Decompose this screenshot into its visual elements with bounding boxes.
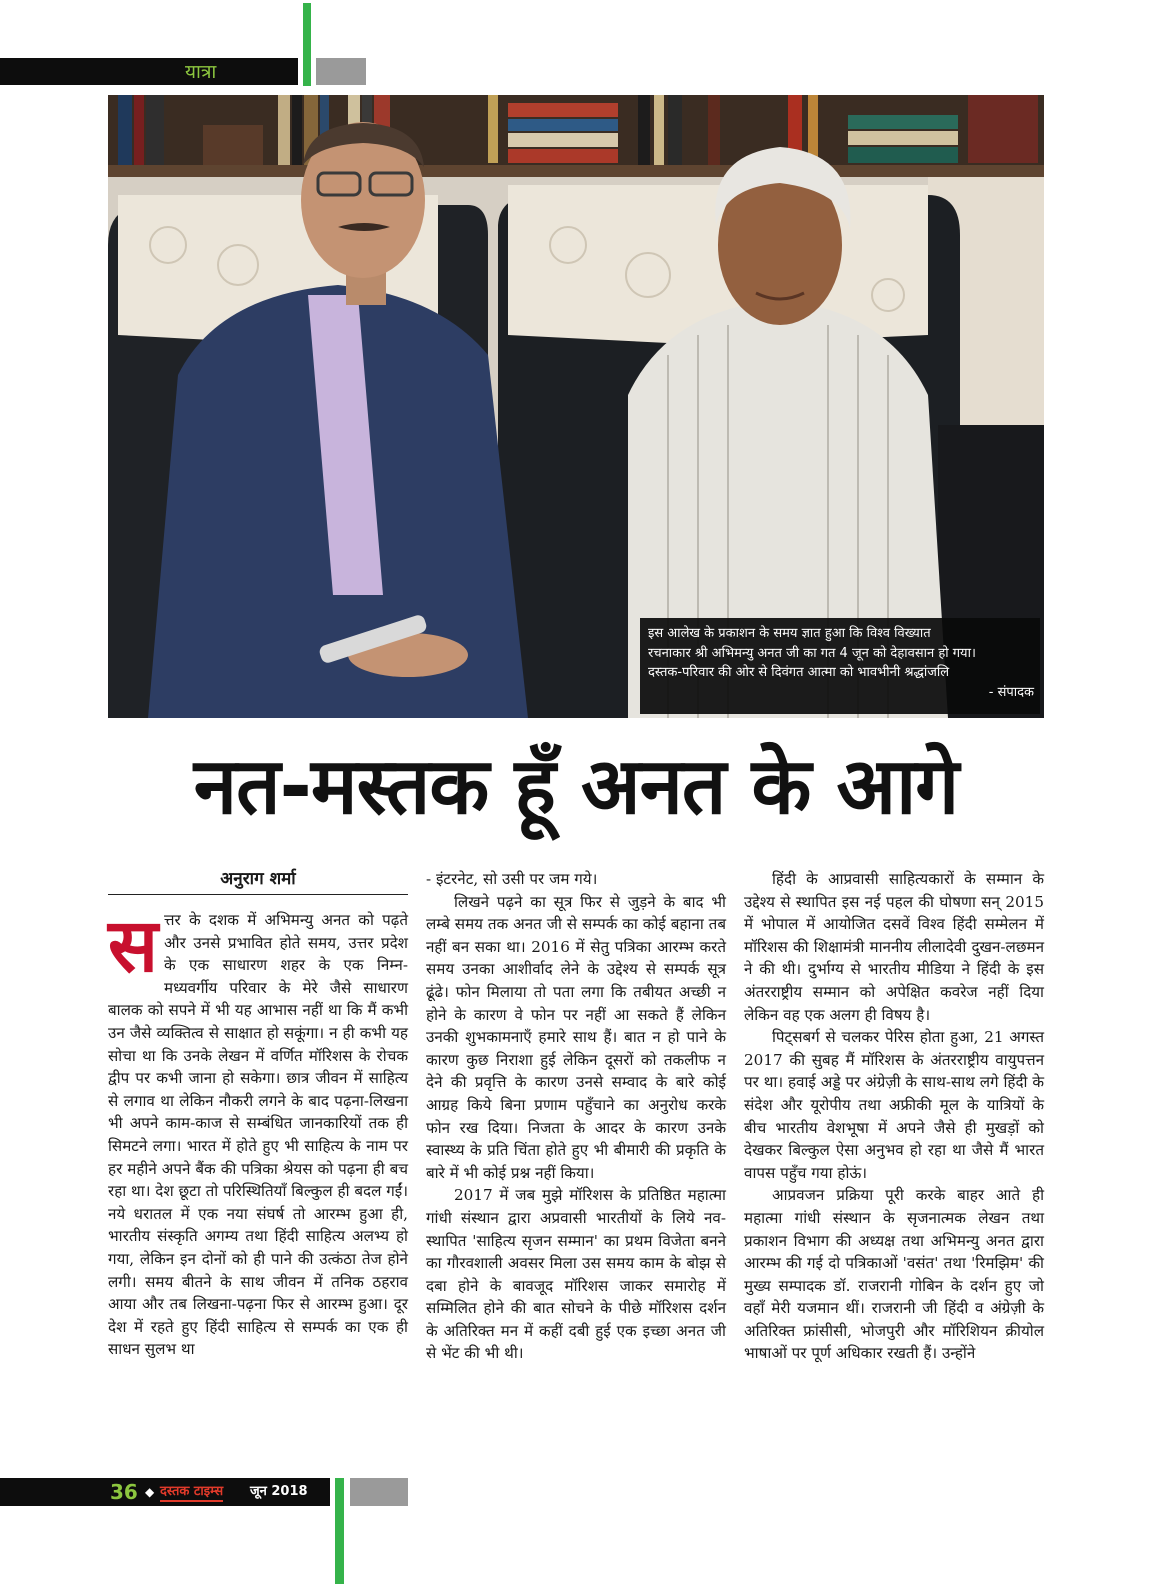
page-number: 36 bbox=[110, 1480, 138, 1504]
article-column-2 bbox=[426, 868, 726, 1365]
footer-gray-block bbox=[350, 1478, 408, 1506]
section-label: यात्रा bbox=[185, 61, 217, 83]
author-byline: अनुराग शर्मा bbox=[108, 868, 408, 895]
drop-cap: स bbox=[108, 903, 159, 989]
paragraph: - इंटरनेट, सो उसी पर जम गये। bbox=[426, 870, 598, 888]
photo-caption bbox=[640, 618, 1040, 714]
magazine-logo: दस्तक टाइम्स bbox=[160, 1484, 223, 1502]
caption-signature: - संपादक bbox=[988, 684, 1034, 700]
issue-date: जून 2018 bbox=[250, 1484, 308, 1499]
caption-line: दस्तक-परिवार की ओर से दिवंगत आत्मा को भावभीनी श्रद्धांजलि bbox=[648, 665, 950, 680]
section-bar bbox=[0, 58, 298, 85]
footer-green-bar bbox=[335, 1478, 344, 1584]
accent-green-bar bbox=[303, 3, 311, 86]
diamond-bullet-icon: ◆ bbox=[145, 1485, 155, 1499]
paragraph: 2017 में जब मुझे मॉरिशस के प्रतिष्ठित महात्मा गांधी संस्थान द्वारा अप्रवासी भारतीयों के लिये नव-स्थापित 'साहित्य सृजन सम्मान' का प्रथम विजेता बनने का गौरवशाली अवसर मिला उस समय काम के बोझ से दबा होने के बावजूद मॉरिशस जाकर समारोह में सम्मिलित होने की बात सोचने के पीछे मॉरिशस दर्शन के अतिरिक्त मन में कहीं दबी हुई एक इच्छा अनत जी से भेंट की भी थी। bbox=[426, 1186, 726, 1363]
paragraph: पिट्सबर्ग से चलकर पेरिस होता हुआ, 21 अगस्त 2017 की सुबह मैं मॉरिशस के अंतरराष्ट्रीय वायुपत्तन पर था। हवाई अड्डे पर अंग्रेज़ी के साथ-साथ लगे हिंदी के संदेश और यूरोपीय तथा अफ्रीकी मूल के यात्रियों के बीच भारतीय वेशभूषा में अपने जैसे ही मुखड़ों को देखकर बिल्कुल ऐसा अनुभव हो रहा था जैसे मैं भारत वापस पहुँच गया होऊं। bbox=[744, 1028, 1044, 1182]
paragraph: आप्रवजन प्रक्रिया पूरी करके बाहर आते ही महात्मा गांधी संस्थान के सृजनात्मक लेखन तथा प्रकाशन विभाग की अध्यक्ष तथा अभिमन्यु अनत द्वारा आरम्भ की गई दो पत्रिकाओं 'वसंत' तथा 'रिमझिम' की मुख्य सम्पादक डॉ. राजरानी गोबिन के दर्शन हुए जो वहाँ मेरी यजमान थीं। राजरानी जी हिंदी व अंग्रेज़ी के अतिरिक्त फ्रांसीसी, भोजपुरी और मॉरिशियन क्रीयोल भाषाओं पर पूर्ण अधिकार रखती हैं। उन्होंने bbox=[744, 1186, 1044, 1363]
accent-gray-block bbox=[316, 58, 366, 85]
article-headline: नत-मस्तक हूँ अनत के आगे bbox=[193, 742, 959, 832]
article-column-1 bbox=[108, 868, 408, 1361]
paragraph: हिंदी के आप्रवासी साहित्यकारों के सम्मान के उद्देश्य से स्थापित इस नई पहल की घोषणा सन् 2015 में भोपाल में आयोजित दसवें विश्व हिंदी सम्मेलन में मॉरिशस की शिक्षामंत्री माननीय लीलादेवी दुखन-लछमन ने की थी। दुर्भाग्य से भारतीय मीडिया ने हिंदी के इस अंतरराष्ट्रीय सम्मान को अपेक्षित कवरेज नहीं दिया लेकिन वह एक अलग ही विषय है। bbox=[744, 870, 1044, 1024]
caption-line: इस आलेख के प्रकाशन के समय ज्ञात हुआ कि विश्व विख्यात bbox=[648, 626, 931, 641]
paragraph: त्तर के दशक में अभिमन्यु अनत को पढ़ते और उनसे प्रभावित होते समय, उत्तर प्रदेश के एक साधारण शहर के एक निम्न-मध्यवर्गीय परिवार के मेरे जैसे साधारण बालक को सपने में भी यह आभास नहीं था कि मैं कभी उन जैसे व्यक्तित्व से साक्षात हो सकूंगा। न ही कभी यह सोचा था कि उनके लेखन में वर्णित मॉरिशस के रोचक द्वीप पर कभी जाना हो सकेगा। छात्र जीवन में साहित्य से लगाव था लेकिन नौकरी लगने के बाद पढ़ना-लिखना भी अपने काम-काज से सम्बंधित जानकारियों तक ही सिमटने लगा। भारत में होते हुए भी साहित्य के नाम पर हर महीने अपने बैंक की पत्रिका श्रेयस को पढ़ना ही बच रहा था। देश छूटा तो परिस्थितियाँ बिल्कुल ही बदल गईं। नये धरातल में एक नया संघर्ष तो आरम्भ हुआ ही, भारतीय संस्कृति अगम्य तथा हिंदी साहित्य अलभ्य हो गया, लेकिन इन दोनों को ही पाने की उत्कंठा तेज होने लगी। समय बीतने के साथ जीवन में तनिक ठहराव आया और तब लिखना-पढ़ना फिर से आरम्भ हुआ। दूर देश में रहते हुए हिंदी साहित्य से सम्पर्क का एक ही साधन सुलभ था bbox=[108, 911, 408, 1359]
article-column-3 bbox=[744, 868, 1044, 1365]
paragraph: लिखने पढ़ने का सूत्र फिर से जुड़ने के बाद भी लम्बे समय तक अनत जी से सम्पर्क का कोई बहाना तब नहीं बन सका था। 2016 में सेतु पत्रिका आरम्भ करते समय उनका आशीर्वाद लेने के उद्देश्य से सम्पर्क सूत्र ढूंढे। फोन मिलाया तो पता लगा कि तबीयत अच्छी न होने के कारण वे फोन पर नहीं आ सकते हैं लेकिन उनकी शुभकामनाएँ हमारे साथ हैं। बात न हो पाने के कारण कुछ निराशा हुई लेकिन दूसरों को तकलीफ न देने की प्रवृत्ति के कारण उनसे सम्वाद के बारे कोई आग्रह किये बिना प्रणाम पहुँचाने का अनुरोध करके फोन रख दिया। निजता के आदर के कारण उनके स्वास्थ्य के प्रति चिंता होते हुए भी बीमारी की प्रकृति के बारे में भी कोई प्रश्न नहीं किया। bbox=[426, 892, 726, 1182]
caption-line: रचनाकार श्री अभिमन्यु अनत जी का गत 4 जून को देहावसान हो गया। bbox=[648, 645, 976, 661]
